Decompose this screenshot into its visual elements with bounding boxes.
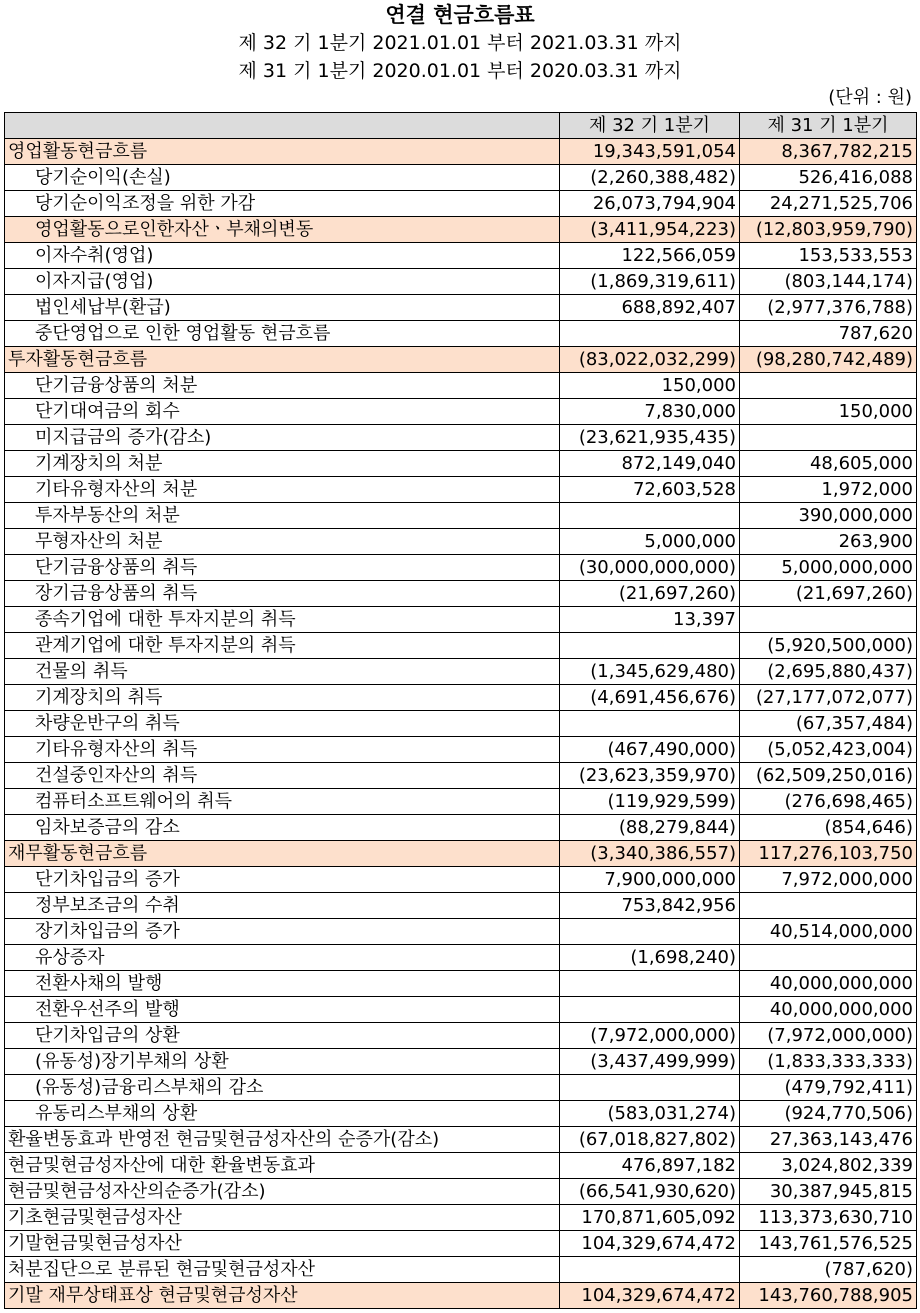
row-current-value — [560, 1257, 740, 1283]
row-prior-value: 8,367,782,215 — [740, 139, 917, 165]
table-row — [5, 503, 917, 529]
row-prior-value — [740, 373, 917, 399]
row-prior-value: 153,533,553 — [740, 243, 917, 269]
row-current-value: 872,149,040 — [560, 451, 740, 477]
row-current-value — [560, 1075, 740, 1101]
row-prior-value: (924,770,506) — [740, 1101, 917, 1127]
row-current-value: (1,869,319,611) — [560, 269, 740, 295]
table-row — [5, 919, 917, 945]
row-label: 유상증자 — [5, 945, 560, 971]
row-prior-value: (21,697,260) — [740, 581, 917, 607]
table-row — [5, 347, 917, 373]
row-label: 처분집단으로 분류된 현금및현금성자산 — [5, 1257, 560, 1283]
table-row — [5, 425, 917, 451]
table-row — [5, 841, 917, 867]
row-label: 현금및현금성자산의순증가(감소) — [5, 1179, 560, 1205]
table-row — [5, 1101, 917, 1127]
table-row — [5, 321, 917, 347]
row-label: 단기금융상품의 취득 — [5, 555, 560, 581]
row-current-value: (1,698,240) — [560, 945, 740, 971]
row-current-value: 150,000 — [560, 373, 740, 399]
row-current-value: 170,871,605,092 — [560, 1205, 740, 1231]
table-row — [5, 1283, 917, 1309]
table-row — [5, 165, 917, 191]
row-current-value: 104,329,674,472 — [560, 1283, 740, 1309]
row-label: (유동성)금융리스부채의 감소 — [5, 1075, 560, 1101]
row-prior-value: (27,177,072,077) — [740, 685, 917, 711]
row-label: 컴퓨터소프트웨어의 취득 — [5, 789, 560, 815]
table-row — [5, 477, 917, 503]
row-current-value — [560, 503, 740, 529]
row-prior-value: (5,920,500,000) — [740, 633, 917, 659]
row-label: 당기순이익(손실) — [5, 165, 560, 191]
table-row — [5, 451, 917, 477]
row-label: 기말현금및현금성자산 — [5, 1231, 560, 1257]
table-row — [5, 1023, 917, 1049]
row-prior-value: 40,000,000,000 — [740, 997, 917, 1023]
row-prior-value: (98,280,742,489) — [740, 347, 917, 373]
table-row — [5, 737, 917, 763]
row-label: 전환우선주의 발행 — [5, 997, 560, 1023]
row-current-value: (23,621,935,435) — [560, 425, 740, 451]
table-row — [5, 633, 917, 659]
table-row — [5, 555, 917, 581]
row-current-value: (119,929,599) — [560, 789, 740, 815]
row-label: 이자지급(영업) — [5, 269, 560, 295]
row-current-value: 753,842,956 — [560, 893, 740, 919]
row-label: (유동성)장기부채의 상환 — [5, 1049, 560, 1075]
row-current-value: 7,900,000,000 — [560, 867, 740, 893]
table-row — [5, 139, 917, 165]
report-header — [0, 0, 920, 85]
row-current-value: 688,892,407 — [560, 295, 740, 321]
row-label: 기계장치의 처분 — [5, 451, 560, 477]
row-label: 장기차입금의 증가 — [5, 919, 560, 945]
row-current-value: 19,343,591,054 — [560, 139, 740, 165]
row-prior-value: 30,387,945,815 — [740, 1179, 917, 1205]
row-current-value: (4,691,456,676) — [560, 685, 740, 711]
period-current: 제 32 기 1분기 2021.01.01 부터 2021.03.31 까지 — [238, 32, 682, 54]
table-row — [5, 815, 917, 841]
header-current-period: 제 32 기 1분기 — [560, 113, 740, 139]
table-row — [5, 191, 917, 217]
row-prior-value: 526,416,088 — [740, 165, 917, 191]
row-prior-value: 263,900 — [740, 529, 917, 555]
row-current-value: (3,437,499,999) — [560, 1049, 740, 1075]
row-prior-value: (2,695,880,437) — [740, 659, 917, 685]
table-row — [5, 581, 917, 607]
row-label: 환율변동효과 반영전 현금및현금성자산의 순증가(감소) — [5, 1127, 560, 1153]
row-current-value — [560, 711, 740, 737]
row-prior-value: (479,792,411) — [740, 1075, 917, 1101]
report-title: 연결 현금흐름표 — [385, 3, 535, 27]
row-label: 유동리스부채의 상환 — [5, 1101, 560, 1127]
row-prior-value — [740, 893, 917, 919]
row-current-value — [560, 633, 740, 659]
row-label: 무형자산의 처분 — [5, 529, 560, 555]
row-prior-value: (67,357,484) — [740, 711, 917, 737]
row-prior-value: 5,000,000,000 — [740, 555, 917, 581]
row-label: 건물의 취득 — [5, 659, 560, 685]
row-prior-value: 40,514,000,000 — [740, 919, 917, 945]
row-prior-value — [740, 607, 917, 633]
row-prior-value — [740, 425, 917, 451]
table-row — [5, 269, 917, 295]
row-prior-value: 3,024,802,339 — [740, 1153, 917, 1179]
row-prior-value: (12,803,959,790) — [740, 217, 917, 243]
row-label: 단기금융상품의 처분 — [5, 373, 560, 399]
row-label: 미지급금의 증가(감소) — [5, 425, 560, 451]
row-current-value: 5,000,000 — [560, 529, 740, 555]
row-current-value — [560, 971, 740, 997]
row-current-value: (23,623,359,970) — [560, 763, 740, 789]
table-row — [5, 373, 917, 399]
row-prior-value: 7,972,000,000 — [740, 867, 917, 893]
table-header-row — [5, 113, 917, 139]
row-prior-value: (2,977,376,788) — [740, 295, 917, 321]
row-label: 장기금융상품의 취득 — [5, 581, 560, 607]
row-prior-value: 40,000,000,000 — [740, 971, 917, 997]
row-label: 단기대여금의 회수 — [5, 399, 560, 425]
row-prior-value: 27,363,143,476 — [740, 1127, 917, 1153]
table-row — [5, 1205, 917, 1231]
table-row — [5, 1179, 917, 1205]
row-prior-value: 48,605,000 — [740, 451, 917, 477]
row-label: 재무활동현금흐름 — [5, 841, 560, 867]
row-label: 중단영업으로 인한 영업활동 현금흐름 — [5, 321, 560, 347]
table-body — [5, 139, 917, 1309]
row-current-value: (583,031,274) — [560, 1101, 740, 1127]
header-label — [5, 113, 560, 139]
row-prior-value: 143,761,576,525 — [740, 1231, 917, 1257]
row-current-value: (467,490,000) — [560, 737, 740, 763]
row-prior-value: (5,052,423,004) — [740, 737, 917, 763]
row-prior-value: (787,620) — [740, 1257, 917, 1283]
row-current-value: (67,018,827,802) — [560, 1127, 740, 1153]
table-row — [5, 399, 917, 425]
row-current-value — [560, 919, 740, 945]
period-prior: 제 31 기 1분기 2020.01.01 부터 2020.03.31 까지 — [238, 60, 682, 82]
row-current-value: 104,329,674,472 — [560, 1231, 740, 1257]
row-prior-value: 150,000 — [740, 399, 917, 425]
row-prior-value: 117,276,103,750 — [740, 841, 917, 867]
table-row — [5, 945, 917, 971]
table-row — [5, 529, 917, 555]
row-label: 단기차입금의 상환 — [5, 1023, 560, 1049]
row-current-value: 7,830,000 — [560, 399, 740, 425]
row-prior-value: 1,972,000 — [740, 477, 917, 503]
table-row — [5, 217, 917, 243]
row-current-value: (7,972,000,000) — [560, 1023, 740, 1049]
row-prior-value: (1,833,333,333) — [740, 1049, 917, 1075]
row-current-value: (1,345,629,480) — [560, 659, 740, 685]
row-label: 영업활동으로인한자산ㆍ부채의변동 — [5, 217, 560, 243]
row-current-value — [560, 321, 740, 347]
row-label: 건설중인자산의 취득 — [5, 763, 560, 789]
row-prior-value — [740, 945, 917, 971]
row-current-value: 72,603,528 — [560, 477, 740, 503]
row-label: 전환사채의 발행 — [5, 971, 560, 997]
row-current-value: (2,260,388,482) — [560, 165, 740, 191]
row-prior-value: 787,620 — [740, 321, 917, 347]
row-current-value: (3,411,954,223) — [560, 217, 740, 243]
table-row — [5, 1257, 917, 1283]
table-row — [5, 1127, 917, 1153]
table-row — [5, 607, 917, 633]
row-prior-value: (62,509,250,016) — [740, 763, 917, 789]
row-current-value: (21,697,260) — [560, 581, 740, 607]
row-current-value: (88,279,844) — [560, 815, 740, 841]
table-row — [5, 243, 917, 269]
row-label: 단기차입금의 증가 — [5, 867, 560, 893]
row-prior-value: (276,698,465) — [740, 789, 917, 815]
row-label: 당기순이익조정을 위한 가감 — [5, 191, 560, 217]
table-row — [5, 685, 917, 711]
row-prior-value: (854,646) — [740, 815, 917, 841]
row-prior-value: 113,373,630,710 — [740, 1205, 917, 1231]
table-row — [5, 997, 917, 1023]
row-prior-value: (7,972,000,000) — [740, 1023, 917, 1049]
row-label: 종속기업에 대한 투자지분의 취득 — [5, 607, 560, 633]
table-row — [5, 1075, 917, 1101]
row-current-value: (30,000,000,000) — [560, 555, 740, 581]
row-label: 기초현금및현금성자산 — [5, 1205, 560, 1231]
header-prior-period: 제 31 기 1분기 — [740, 113, 917, 139]
row-current-value: 26,073,794,904 — [560, 191, 740, 217]
row-current-value: 476,897,182 — [560, 1153, 740, 1179]
row-label: 법인세납부(환급) — [5, 295, 560, 321]
row-prior-value: 24,271,525,706 — [740, 191, 917, 217]
row-label: 기계장치의 취득 — [5, 685, 560, 711]
row-label: 현금및현금성자산에 대한 환율변동효과 — [5, 1153, 560, 1179]
row-label: 정부보조금의 수취 — [5, 893, 560, 919]
row-label: 기타유형자산의 처분 — [5, 477, 560, 503]
row-label: 관계기업에 대한 투자지분의 취득 — [5, 633, 560, 659]
row-prior-value: (803,144,174) — [740, 269, 917, 295]
table-row — [5, 867, 917, 893]
row-current-value: (83,022,032,299) — [560, 347, 740, 373]
cash-flow-table — [4, 112, 917, 1309]
table-row — [5, 971, 917, 997]
row-current-value: (3,340,386,557) — [560, 841, 740, 867]
row-label: 기타유형자산의 취득 — [5, 737, 560, 763]
row-current-value: 13,397 — [560, 607, 740, 633]
row-prior-value: 143,760,788,905 — [740, 1283, 917, 1309]
row-prior-value: 390,000,000 — [740, 503, 917, 529]
row-current-value: 122,566,059 — [560, 243, 740, 269]
table-row — [5, 763, 917, 789]
table-row — [5, 659, 917, 685]
row-label: 이자수취(영업) — [5, 243, 560, 269]
row-label: 임차보증금의 감소 — [5, 815, 560, 841]
table-row — [5, 711, 917, 737]
table-row — [5, 893, 917, 919]
table-row — [5, 789, 917, 815]
row-current-value: (66,541,930,620) — [560, 1179, 740, 1205]
table-row — [5, 1049, 917, 1075]
table-row — [5, 295, 917, 321]
row-label: 투자부동산의 처분 — [5, 503, 560, 529]
table-row — [5, 1231, 917, 1257]
table-row — [5, 1153, 917, 1179]
row-label: 영업활동현금흐름 — [5, 139, 560, 165]
unit-label: (단위 : 원) — [828, 87, 912, 108]
row-label: 차량운반구의 취득 — [5, 711, 560, 737]
row-label: 기말 재무상태표상 현금및현금성자산 — [5, 1283, 560, 1309]
row-current-value — [560, 997, 740, 1023]
row-label: 투자활동현금흐름 — [5, 347, 560, 373]
